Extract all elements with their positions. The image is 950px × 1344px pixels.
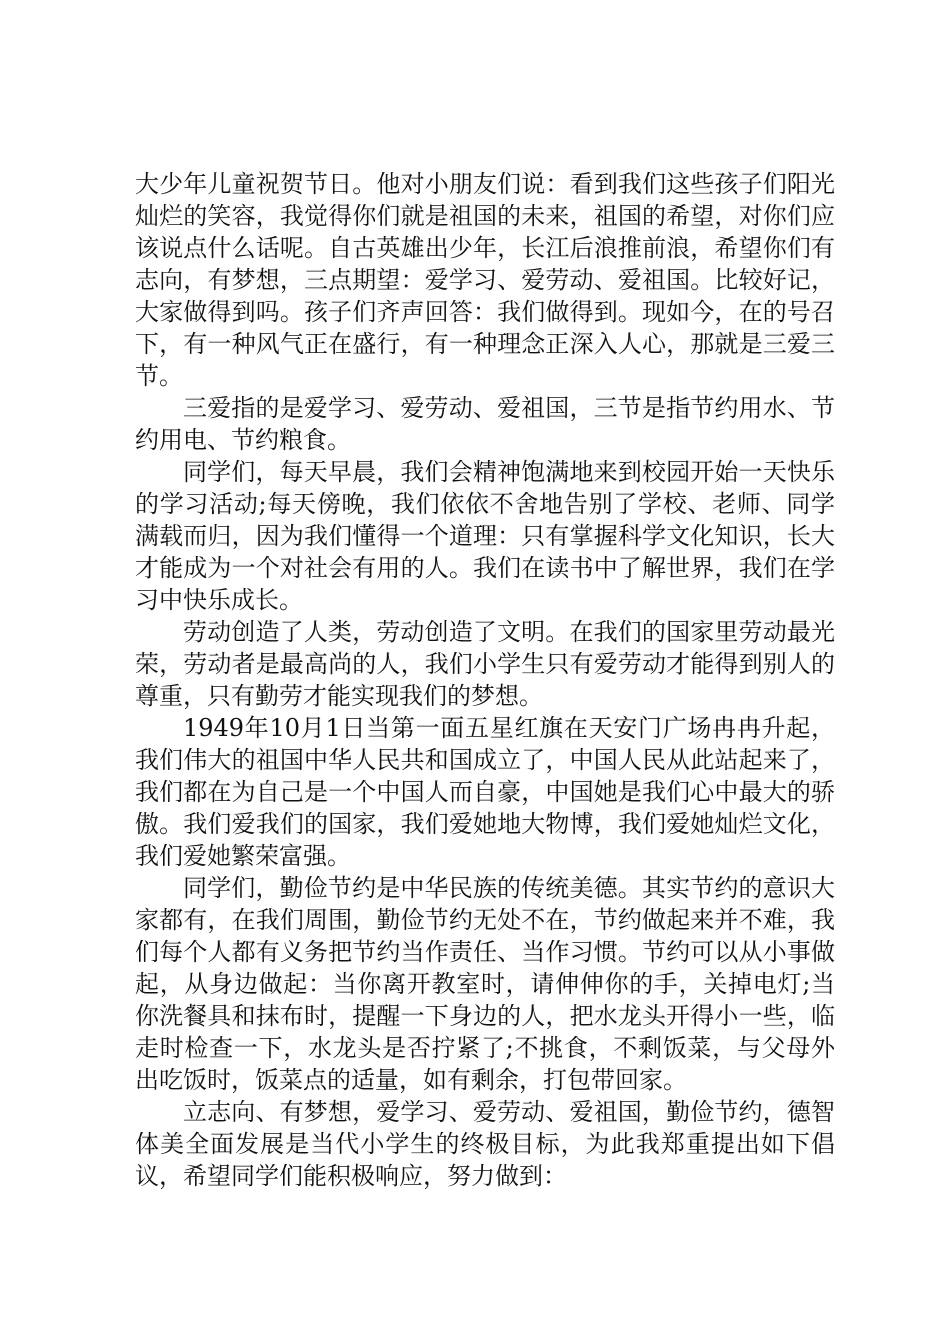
paragraph-3: 同学们，每天早晨，我们会精神饱满地来到校园开始一天快乐的学习活动;每天傍晚，我们依依不舍地告别了学校、老师、同学满载而归，因为我们懂得一个道理：只有掌握科学文化知识，长大才能成为一个对社会有用的人。我们在读书中了解世界，我们在学习中快乐成长。 [135,458,835,614]
paragraph-4: 劳动创造了人类，劳动创造了文明。在我们的国家里劳动最光荣，劳动者是最高尚的人，我们小学生只有爱劳动才能得到别人的尊重，只有勤劳才能实现我们的梦想。 [135,618,835,710]
paragraph-5: 1949年10月1日当第一面五星红旗在天安门广场冉冉升起，我们伟大的祖国中华人民共和国成立了，中国人民从此站起来了，我们都在为自己是一个中国人而自豪，中国她是我们心中最大的骄傲。我们爱我们的国家，我们爱她地大物博，我们爱她灿烂文化，我们爱她繁荣富强。 [135,714,835,870]
document-body [135,168,835,1192]
paragraph-7: 立志向、有梦想，爱学习、爱劳动、爱祖国，勤俭节约，德智体美全面发展是当代小学生的终极目标，为此我郑重提出如下倡议，希望同学们能积极响应，努力做到： [135,1098,835,1190]
paragraph-1: 大少年儿童祝贺节日。他对小朋友们说：看到我们这些孩子们阳光灿烂的笑容，我觉得你们就是祖国的未来，祖国的希望，对你们应该说点什么话呢。自古英雄出少年，长江后浪推前浪，希望你们有志向，有梦想，三点期望：爱学习、爱劳动、爱祖国。比较好记，大家做得到吗。孩子们齐声回答：我们做得到。现如今，在的号召下，有一种风气正在盛行，有一种理念正深入人心，那就是三爱三节。 [135,170,835,390]
paragraph-6: 同学们，勤俭节约是中华民族的传统美德。其实节约的意识大家都有，在我们周围，勤俭节约无处不在，节约做起来并不难，我们每个人都有义务把节约当作责任、当作习惯。节约可以从小事做起，从身边做起：当你离开教室时，请伸伸你的手，关掉电灯;当你洗餐具和抹布时，提醒一下身边的人，把水龙头开得小一些，临走时检查一下，水龙头是否拧紧了;不挑食，不剩饭菜，与父母外出吃饭时，饭菜点的适量，如有剩余，打包带回家。 [135,874,835,1094]
paragraph-2: 三爱指的是爱学习、爱劳动、爱祖国，三节是指节约用水、节约用电、节约粮食。 [135,394,835,454]
